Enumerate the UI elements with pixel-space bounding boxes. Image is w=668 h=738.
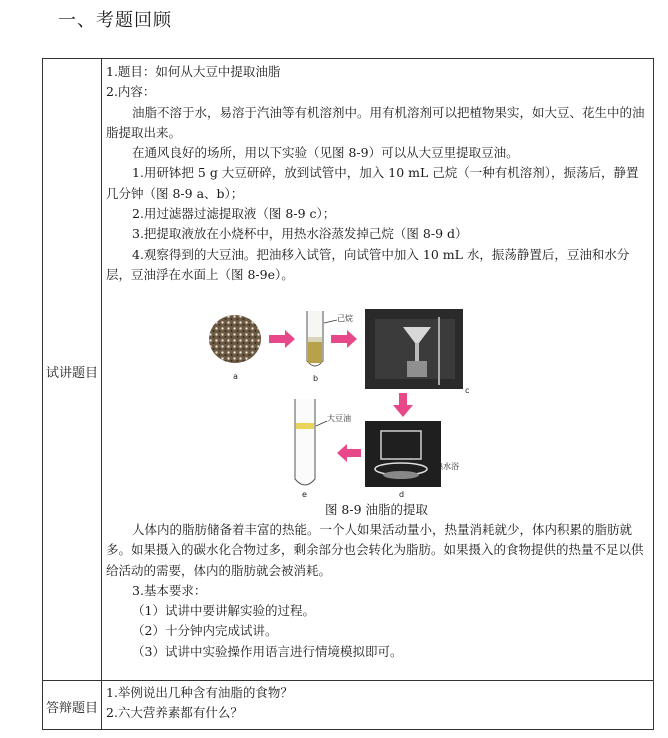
arrow-a-to-b bbox=[269, 330, 295, 348]
topic-line: 1.题目：如何从大豆中提取油脂 bbox=[106, 64, 281, 79]
defense-question-2: 2.六大营养素都有什么？ bbox=[106, 705, 243, 721]
defense-question-1: 1.举例说出几种含有油脂的食物？ bbox=[106, 685, 293, 700]
arrow-b-to-c bbox=[331, 330, 357, 348]
panel-c-label: c bbox=[465, 386, 470, 395]
step-4: 4.观察得到的大豆油。把油移入试管，向试管中加入 10 mL 水，振荡静置后，豆油和水分层，豆油浮在水面上（图 8-9e）。 bbox=[106, 246, 630, 282]
panel-a-crushed-soybeans bbox=[209, 315, 261, 381]
row-divider bbox=[43, 680, 653, 681]
panel-d-label: d bbox=[399, 490, 405, 499]
panel-b-label: b bbox=[313, 374, 319, 383]
panel-b-test-tube bbox=[307, 311, 353, 383]
arrow-d-to-e bbox=[337, 444, 361, 462]
panel-e-label: e bbox=[302, 490, 307, 499]
panel-d-hot-water-bath bbox=[365, 421, 459, 499]
step-3: 3.把提取液放在小烧杯中，用热水浴蒸发掉己烷（图 8-9 d） bbox=[132, 226, 468, 242]
panel-a-label: a bbox=[233, 372, 238, 381]
paragraph-oil-solubility: 油脂不溶于水，易溶于汽油等有机溶剂中。用有机溶剂可以把植物果实，如大豆、花生中的油脂提取出来。 bbox=[106, 104, 645, 140]
paragraph-experiment-intro: 在通风良好的场所，用以下实验（见图 8-9）可以从大豆里提取豆油。 bbox=[132, 145, 519, 161]
soy-oil-label: 大豆油 bbox=[327, 414, 351, 423]
defense-content bbox=[106, 683, 647, 724]
step-2: 2.用过滤器过滤提取液（图 8-9 c）； bbox=[132, 206, 336, 222]
hot-water-label: 热水浴 bbox=[435, 462, 459, 471]
exam-table bbox=[42, 58, 654, 730]
arrow-c-to-d bbox=[393, 393, 413, 417]
lecture-row-label: 试讲题目 bbox=[45, 366, 98, 381]
panel-c-filtration bbox=[365, 309, 469, 395]
column-divider bbox=[101, 59, 102, 729]
requirement-3: （3）试讲中实验操作用语言进行情境模拟即可。 bbox=[132, 643, 403, 659]
defense-row-label: 答辩题目 bbox=[45, 701, 98, 716]
requirement-1: （1）试讲中要讲解实验的过程。 bbox=[132, 603, 315, 619]
requirement-2: （2）十分钟内完成试讲。 bbox=[132, 623, 278, 639]
experiment-figure bbox=[203, 309, 503, 499]
section-heading: 一、考题回顾 bbox=[58, 10, 172, 31]
requirements-label: 3.基本要求： bbox=[132, 582, 207, 598]
step-1: 1.用研钵把 5 g 大豆研碎，放到试管中，加入 10 mL 己烷（一种有机溶剂），振荡后，静置几分钟（图 8-9 a、b）； bbox=[106, 165, 639, 201]
lecture-content-top bbox=[106, 62, 647, 285]
content-label: 2.内容： bbox=[106, 84, 156, 100]
figure-caption: 图 8-9 油脂的提取 bbox=[324, 502, 429, 517]
paragraph-body-fat: 人体内的脂肪储备着丰富的热能。一个人如果活动量小，热量消耗就少，体内积累的脂肪就多。如果摄入的碳水化合物过多，剩余部分也会转化为脂肪。如果摄入的食物提供的热量不足以供给活动的需要，体内的脂肪就会被消耗。 bbox=[106, 522, 644, 578]
lecture-content-bottom bbox=[106, 520, 647, 662]
hexane-label: 己烷 bbox=[337, 314, 353, 323]
